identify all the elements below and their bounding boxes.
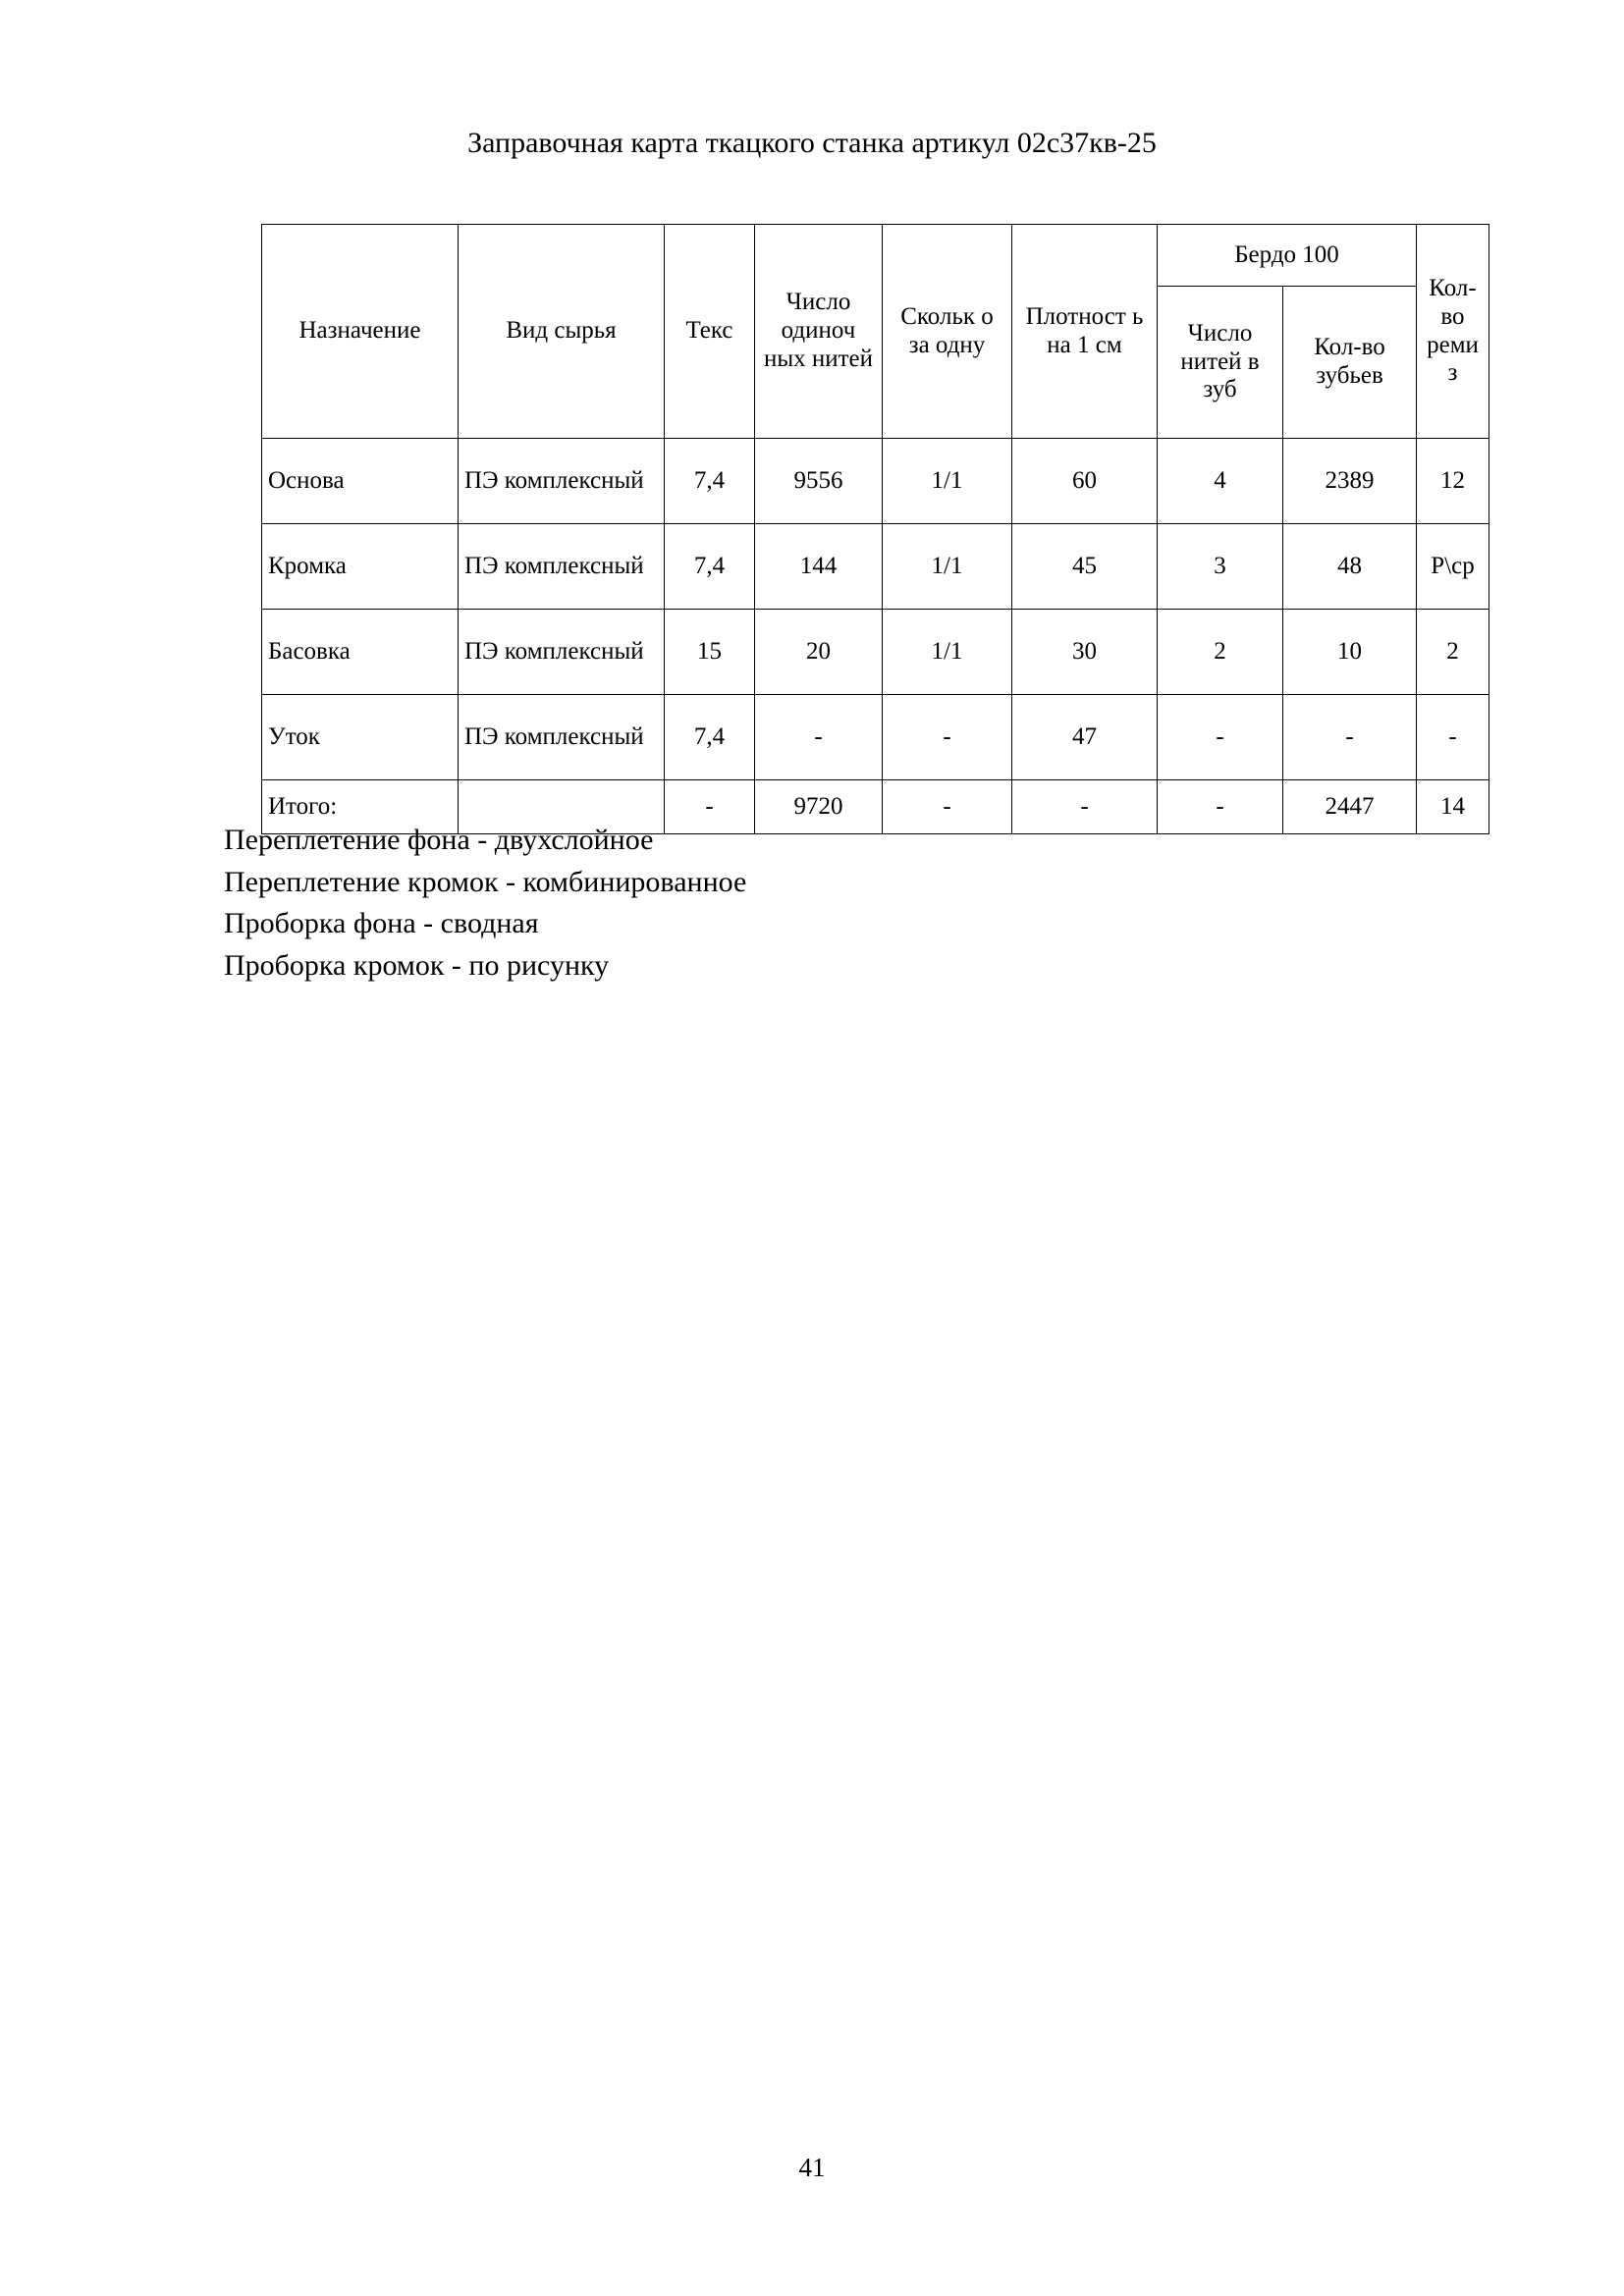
cell-kolvo-remiz: Р\ср bbox=[1417, 524, 1489, 610]
table-row bbox=[262, 695, 1489, 780]
cell-chislo-odinochnyh-nitei: - bbox=[755, 695, 883, 780]
cell-plotnost: 60 bbox=[1012, 439, 1158, 524]
table-row bbox=[262, 610, 1489, 695]
note-line: Проборка кромок - по рисунку bbox=[224, 948, 610, 982]
cell-teks: 7,4 bbox=[665, 439, 755, 524]
column-header-naznachenie: Назначение bbox=[262, 225, 459, 439]
column-header-berdo: Бердо 100 bbox=[1158, 225, 1417, 287]
cell-total-skolko-za-odnu: - bbox=[883, 780, 1012, 834]
column-header-chislo-nitei-v-zub: Число нитей в зуб bbox=[1158, 287, 1283, 439]
cell-plotnost: 45 bbox=[1012, 524, 1158, 610]
cell-total-kolvo-zubev: 2447 bbox=[1283, 780, 1417, 834]
cell-total-chislo-odinochnyh-nitei: 9720 bbox=[755, 780, 883, 834]
page-number: 41 bbox=[798, 2153, 826, 2182]
note-line: Переплетение кромок - комбинированное bbox=[224, 865, 747, 898]
column-header-vid-syrya: Вид сырья bbox=[459, 225, 665, 439]
cell-teks: 7,4 bbox=[665, 695, 755, 780]
cell-teks: 15 bbox=[665, 610, 755, 695]
table-row bbox=[262, 524, 1489, 610]
cell-skolko-za-odnu: 1/1 bbox=[883, 610, 1012, 695]
column-header-plotnost: Плотност ь на 1 см bbox=[1012, 225, 1158, 439]
cell-kolvo-remiz: 2 bbox=[1417, 610, 1489, 695]
cell-chislo-odinochnyh-nitei: 9556 bbox=[755, 439, 883, 524]
warping-card-table bbox=[261, 224, 1489, 834]
cell-vid-syrya: ПЭ комплексный bbox=[459, 524, 665, 610]
cell-total-label: Итого: bbox=[262, 780, 459, 834]
cell-total-chislo-nitei-v-zub: - bbox=[1158, 780, 1283, 834]
warping-card-table-wrapper bbox=[261, 224, 1489, 834]
cell-chislo-nitei-v-zub: 2 bbox=[1158, 610, 1283, 695]
cell-skolko-za-odnu: 1/1 bbox=[883, 439, 1012, 524]
cell-chislo-nitei-v-zub: - bbox=[1158, 695, 1283, 780]
cell-kolvo-zubev: 2389 bbox=[1283, 439, 1417, 524]
column-header-teks: Текс bbox=[665, 225, 755, 439]
cell-skolko-za-odnu: - bbox=[883, 695, 1012, 780]
table-header-row-1 bbox=[262, 225, 1489, 287]
column-header-kolvo-zubev: Кол-во зубьев bbox=[1283, 287, 1417, 439]
cell-plotnost: 47 bbox=[1012, 695, 1158, 780]
note-line: Переплетение фона - двухслойное bbox=[224, 824, 654, 856]
column-header-skolko-za-odnu: Скольк о за одну bbox=[883, 225, 1012, 439]
cell-kolvo-zubev: - bbox=[1283, 695, 1417, 780]
cell-naznachenie: Кромка bbox=[262, 524, 459, 610]
table-header bbox=[262, 225, 1489, 439]
cell-total-teks: - bbox=[665, 780, 755, 834]
cell-naznachenie: Басовка bbox=[262, 610, 459, 695]
cell-vid-syrya: ПЭ комплексный bbox=[459, 610, 665, 695]
cell-total-plotnost: - bbox=[1012, 780, 1158, 834]
table-body bbox=[262, 439, 1489, 834]
cell-vid-syrya: ПЭ комплексный bbox=[459, 695, 665, 780]
column-header-kolvo-remiz: Кол-во реми з bbox=[1417, 225, 1489, 439]
cell-chislo-odinochnyh-nitei: 20 bbox=[755, 610, 883, 695]
table-row bbox=[262, 439, 1489, 524]
cell-kolvo-zubev: 48 bbox=[1283, 524, 1417, 610]
cell-skolko-za-odnu: 1/1 bbox=[883, 524, 1012, 610]
cell-chislo-odinochnyh-nitei: 144 bbox=[755, 524, 883, 610]
cell-naznachenie: Уток bbox=[262, 695, 459, 780]
cell-vid-syrya: ПЭ комплексный bbox=[459, 439, 665, 524]
cell-chislo-nitei-v-zub: 4 bbox=[1158, 439, 1283, 524]
cell-teks: 7,4 bbox=[665, 524, 755, 610]
cell-total-kolvo-remiz: 14 bbox=[1417, 780, 1489, 834]
note-line: Проборка фона - сводная bbox=[224, 907, 539, 940]
cell-kolvo-remiz: - bbox=[1417, 695, 1489, 780]
page-title: Заправочная карта ткацкого станка артикул 02с37кв-25 bbox=[467, 127, 1157, 159]
cell-kolvo-remiz: 12 bbox=[1417, 439, 1489, 524]
column-header-chislo-odinochnyh-nitei: Число одиноч ных нитей bbox=[755, 225, 883, 439]
cell-chislo-nitei-v-zub: 3 bbox=[1158, 524, 1283, 610]
cell-plotnost: 30 bbox=[1012, 610, 1158, 695]
cell-naznachenie: Основа bbox=[262, 439, 459, 524]
notes-block bbox=[224, 820, 746, 987]
cell-kolvo-zubev: 10 bbox=[1283, 610, 1417, 695]
